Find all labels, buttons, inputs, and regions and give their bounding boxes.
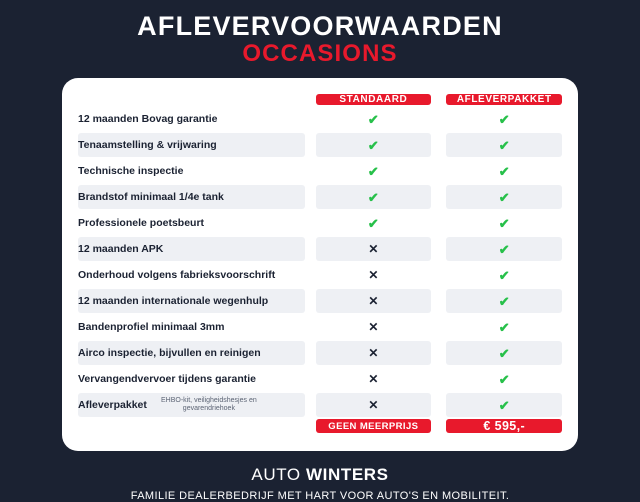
cross-icon: ✕	[368, 320, 379, 334]
spacer	[431, 315, 446, 339]
feature-label: Onderhoud volgens fabrieksvoorschrift	[78, 269, 276, 281]
spacer	[431, 211, 446, 235]
spacer	[305, 185, 316, 209]
cross-icon: ✕	[368, 268, 379, 282]
cell-standaard	[316, 263, 432, 287]
cell-afleverpakket	[446, 185, 562, 209]
table-footer-row	[78, 419, 562, 433]
cell-afleverpakket	[446, 133, 562, 157]
table-row	[78, 237, 562, 261]
cross-icon: ✕	[368, 372, 379, 386]
check-icon: ✔	[498, 137, 510, 153]
cross-icon: ✕	[368, 294, 379, 308]
brand-footer	[131, 465, 510, 502]
table-row	[78, 159, 562, 183]
spacer	[305, 419, 316, 433]
cell-afleverpakket	[446, 393, 562, 417]
spacer	[305, 107, 316, 131]
check-icon: ✔	[498, 163, 510, 179]
cell-standaard	[316, 185, 432, 209]
spacer	[305, 315, 316, 339]
cell-standaard	[316, 393, 432, 417]
cell-standaard	[316, 211, 432, 235]
check-icon: ✔	[498, 189, 510, 205]
header-feature-blank	[78, 94, 305, 105]
comparison-card	[62, 78, 578, 451]
table-row	[78, 289, 562, 313]
spacer	[431, 107, 446, 131]
check-icon: ✔	[498, 241, 510, 257]
header-spacer-2	[431, 94, 446, 105]
check-icon: ✔	[498, 371, 510, 387]
feature-label: 12 maanden internationale wegenhulp	[78, 289, 305, 313]
spacer	[431, 419, 446, 433]
feature-label: Bandenprofiel minimaal 3mm	[78, 321, 225, 333]
table-row	[78, 211, 562, 235]
cell-standaard	[316, 133, 432, 157]
brand-tagline: FAMILIE DEALERBEDRIJF MET HART VOOR AUTO'S EN MOBILITEIT.	[130, 490, 510, 502]
spacer	[305, 367, 316, 391]
brand-name-light: AUTO	[251, 465, 307, 484]
cell-afleverpakket	[446, 315, 562, 339]
cell-afleverpakket	[446, 159, 562, 183]
check-icon: ✔	[498, 345, 510, 361]
feature-label: 12 maanden APK	[78, 237, 305, 261]
check-icon: ✔	[498, 215, 510, 231]
table-row	[78, 185, 562, 209]
spacer	[305, 159, 316, 183]
title-sub: OCCASIONS	[242, 40, 398, 67]
header-standaard: STANDAARD	[316, 94, 432, 105]
feature-label: Professionele poetsbeurt	[78, 217, 205, 229]
spacer	[305, 393, 316, 417]
cross-icon: ✕	[368, 398, 379, 412]
cross-icon: ✕	[368, 346, 379, 360]
feature-label	[78, 393, 305, 417]
spacer	[431, 133, 446, 157]
footer-standaard-price: GEEN MEERPRIJS	[316, 419, 432, 433]
table-row	[78, 315, 562, 339]
table-row	[78, 263, 562, 287]
cell-standaard	[316, 159, 432, 183]
cross-icon: ✕	[368, 242, 379, 256]
cell-afleverpakket	[446, 211, 562, 235]
spacer	[431, 393, 446, 417]
feature-label: Tenaamstelling & vrijwaring	[78, 133, 305, 157]
cell-standaard	[316, 237, 432, 261]
check-icon: ✔	[367, 163, 379, 179]
cell-standaard	[316, 107, 432, 131]
header-spacer-1	[305, 94, 316, 105]
footer-afleverpakket-price: € 595,-	[446, 419, 562, 433]
spacer	[305, 341, 316, 365]
brand-name-bold: WINTERS	[306, 465, 389, 484]
spacer	[431, 185, 446, 209]
spacer	[305, 263, 316, 287]
feature-label: Brandstof minimaal 1/4e tank	[78, 185, 305, 209]
check-icon: ✔	[367, 215, 379, 231]
comparison-table	[78, 92, 562, 435]
table-row	[78, 393, 562, 417]
cell-afleverpakket	[446, 367, 562, 391]
page-title	[137, 10, 503, 68]
check-icon: ✔	[367, 137, 379, 153]
footer-blank	[78, 419, 305, 433]
feature-label-text: Afleverpakket	[78, 398, 147, 411]
spacer	[305, 289, 316, 313]
check-icon: ✔	[367, 111, 379, 127]
feature-label: 12 maanden Bovag garantie	[78, 113, 218, 125]
table-row	[78, 341, 562, 365]
feature-label: Technische inspectie	[78, 165, 184, 177]
spacer	[431, 237, 446, 261]
cell-standaard	[316, 341, 432, 365]
spacer	[305, 133, 316, 157]
spacer	[431, 263, 446, 287]
table-row	[78, 107, 562, 131]
cell-afleverpakket	[446, 263, 562, 287]
check-icon: ✔	[498, 293, 510, 309]
feature-note: EHBO-kit, veiligheidshesjes en gevarendriehoek	[161, 397, 257, 412]
check-icon: ✔	[498, 319, 510, 335]
title-main: AFLEVERVOORWAARDEN	[137, 11, 503, 41]
check-icon: ✔	[498, 397, 510, 413]
table-row	[78, 133, 562, 157]
header-afleverpakket: AFLEVERPAKKET	[446, 94, 562, 105]
spacer	[305, 211, 316, 235]
cell-standaard	[316, 315, 432, 339]
table-row	[78, 367, 562, 391]
cell-standaard	[316, 367, 432, 391]
cell-afleverpakket	[446, 237, 562, 261]
brand-name	[131, 465, 510, 485]
cell-afleverpakket	[446, 341, 562, 365]
spacer	[431, 341, 446, 365]
spacer	[431, 289, 446, 313]
cell-standaard	[316, 289, 432, 313]
cell-afleverpakket	[446, 107, 562, 131]
spacer	[431, 159, 446, 183]
cell-afleverpakket	[446, 289, 562, 313]
feature-label: Airco inspectie, bijvullen en reinigen	[78, 341, 305, 365]
spacer	[431, 367, 446, 391]
check-icon: ✔	[498, 267, 510, 283]
table-body	[78, 107, 562, 433]
table-header-row	[78, 94, 562, 105]
feature-label: Vervangendvervoer tijdens garantie	[78, 373, 256, 385]
check-icon: ✔	[498, 111, 510, 127]
spacer	[305, 237, 316, 261]
check-icon: ✔	[367, 189, 379, 205]
